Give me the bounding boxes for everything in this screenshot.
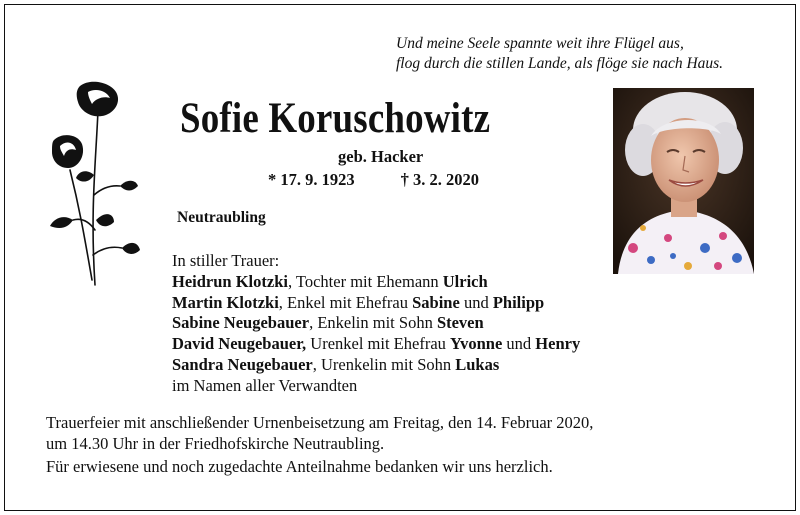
mourner-row [172, 334, 580, 355]
thanks-line: Für erwiesene und noch zugedachte Anteilnahme bedanken wir uns herzlich. [46, 457, 553, 477]
mourner-row [172, 272, 580, 293]
deceased-name: Sofie Koruschowitz [180, 95, 491, 142]
mourner-relation: , Urenkelin mit Sohn [312, 354, 456, 374]
mourners-list [172, 251, 580, 397]
life-dates [268, 170, 479, 190]
death-date: † 3. 2. 2020 [400, 170, 479, 189]
service-line-2: um 14.30 Uhr in der Friedhofskirche Neutraubling. [46, 433, 385, 453]
portrait-photo [613, 88, 754, 274]
mourner-relation: und [502, 334, 536, 354]
mourner-name: Sabine Neugebauer [172, 313, 310, 333]
mourner-row [172, 313, 580, 334]
mourner-name: David Neugebauer, [172, 334, 307, 354]
poem-line-2: flog durch die stillen Lande, als flöge sie nach Haus. [396, 55, 724, 72]
rose-illustration-icon [40, 80, 140, 290]
service-info [46, 413, 593, 478]
mourner-name: Henry [535, 334, 581, 354]
mourner-name: Sandra Neugebauer [172, 354, 313, 374]
mourner-name: Philipp [492, 292, 545, 312]
service-line-1: Trauerfeier mit anschließender Urnenbeisetzung am Freitag, den 14. Februar 2020, [46, 413, 594, 432]
mourner-relation: , Tochter mit Ehemann [287, 271, 443, 291]
mourner-row [172, 355, 580, 376]
mourner-name: Martin Klotzki [172, 292, 279, 312]
mourner-name: Sabine [412, 292, 460, 312]
residence: Neutraubling [177, 209, 266, 226]
mourner-relation: , Enkelin mit Sohn [309, 313, 437, 333]
mourner-name: Yvonne [450, 334, 503, 354]
poem [396, 34, 756, 74]
mourner-name: Lukas [455, 354, 500, 374]
mourner-name: Heidrun Klotzki [172, 271, 288, 291]
birth-date: * 17. 9. 1923 [268, 170, 355, 189]
mourner-relation: und [459, 292, 493, 312]
mourner-relation: , Enkel mit Ehefrau [278, 292, 413, 312]
mourners-intro: In stiller Trauer: [172, 251, 280, 270]
mourner-relation: Urenkel mit Ehefrau [306, 334, 451, 354]
mourner-row [172, 293, 580, 314]
mourner-name: Ulrich [442, 271, 488, 291]
poem-line-1: Und meine Seele spannte weit ihre Flügel aus, [396, 35, 684, 52]
mourner-name: Steven [436, 313, 484, 333]
birth-name: geb. Hacker [338, 147, 424, 166]
mourners-closing: im Namen aller Verwandten [172, 375, 358, 395]
